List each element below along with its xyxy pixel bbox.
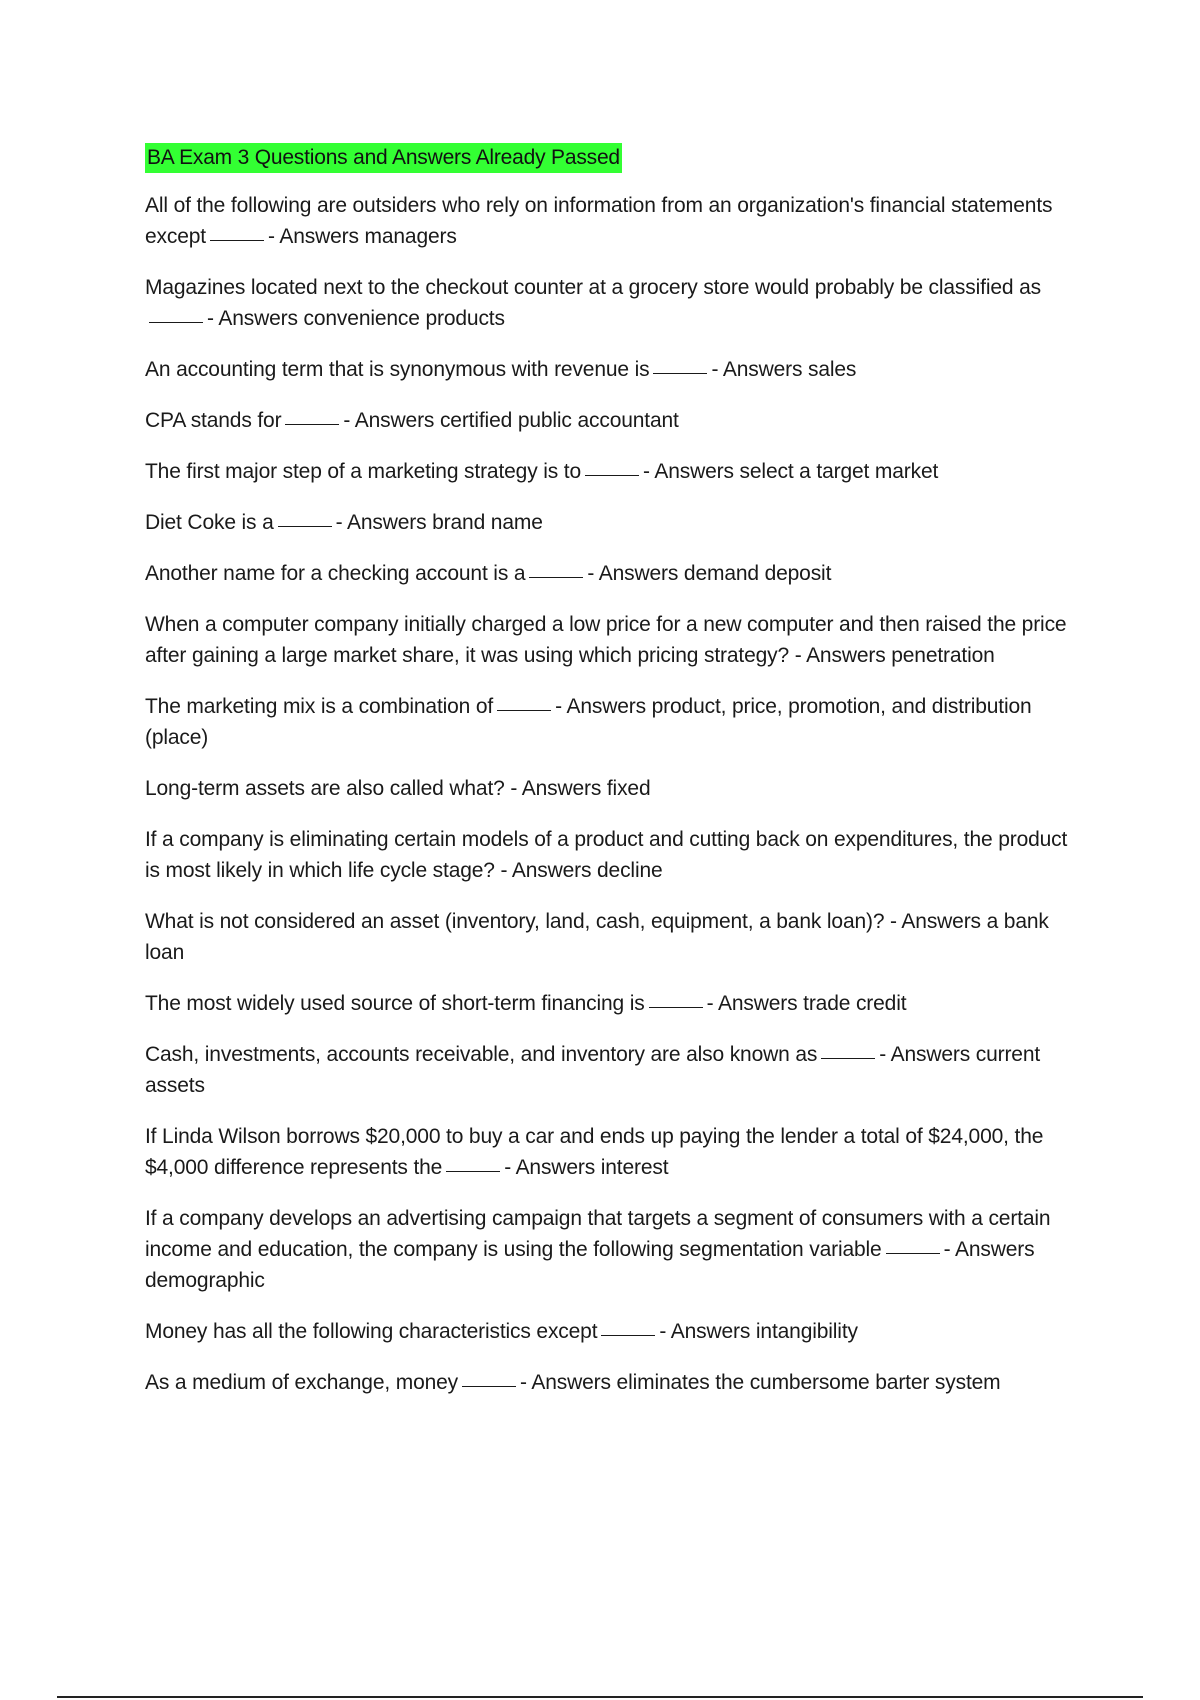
qa-item: [145, 1203, 1085, 1296]
answer-blank: [210, 239, 264, 241]
answer-blank: [601, 1334, 655, 1336]
answer-text: - Answers current assets: [145, 1043, 1041, 1097]
document-title: BA Exam 3 Questions and Answers Already Passed: [145, 143, 622, 173]
question-text: Magazines located next to the checkout counter at a grocery store would probably be classified as: [145, 276, 1041, 299]
document-content: [145, 143, 1085, 1418]
question-text: The marketing mix is a combination of: [145, 695, 494, 718]
answer-blank: [149, 321, 203, 323]
question-text: If a company develops an advertising campaign that targets a segment of consumers with a certain income and education, the company is using the following segmentation variable: [145, 1207, 1051, 1261]
answer-blank: [653, 372, 707, 374]
answer-text: - Answers certified public accountant: [343, 409, 679, 432]
answer-text: - Answers trade credit: [706, 992, 907, 1015]
answer-blank: [649, 1006, 703, 1008]
qa-item: [145, 190, 1085, 252]
question-text: Another name for a checking account is a: [145, 562, 526, 585]
question-text: If a company is eliminating certain models of a product and cutting back on expenditures, the product is most likely in which life cycle stage? - Answers decline: [145, 828, 1068, 882]
answer-text: - Answers product, price, promotion, and distribution (place): [145, 695, 1032, 749]
question-text: Long-term assets are also called what? - Answers fixed: [145, 777, 651, 800]
qa-item: [145, 456, 1085, 487]
answer-text: - Answers select a target market: [643, 460, 939, 483]
qa-item: [145, 691, 1085, 753]
qa-item: [145, 824, 1085, 886]
qa-item: [145, 1316, 1085, 1347]
qa-item: [145, 609, 1085, 671]
footer-divider: [57, 1696, 1143, 1698]
answer-blank: [821, 1057, 875, 1059]
answer-blank: [446, 1170, 500, 1172]
answer-blank: [462, 1385, 516, 1387]
answer-text: - Answers sales: [711, 358, 857, 381]
question-text: Diet Coke is a: [145, 511, 274, 534]
question-text: When a computer company initially charged a low price for a new computer and then raised the price after gaining a large market share, it was using which pricing strategy? - Answers penetration: [145, 613, 1067, 667]
answer-text: - Answers interest: [504, 1156, 669, 1179]
qa-item: [145, 773, 1085, 804]
qa-item: [145, 558, 1085, 589]
answer-blank: [278, 525, 332, 527]
question-text: Money has all the following characteristics except: [145, 1320, 598, 1343]
answer-text: - Answers managers: [267, 225, 457, 248]
question-text: What is not considered an asset (inventory, land, cash, equipment, a bank loan)? - Answers a bank loan: [145, 910, 1049, 964]
answer-blank: [285, 423, 339, 425]
answer-blank: [585, 474, 639, 476]
qa-item: [145, 1367, 1085, 1398]
question-text: As a medium of exchange, money: [145, 1371, 459, 1394]
answer-blank: [886, 1252, 940, 1254]
answer-blank: [497, 709, 551, 711]
question-text: CPA stands for: [145, 409, 282, 432]
question-text: An accounting term that is synonymous with revenue is: [145, 358, 650, 381]
qa-item: [145, 1039, 1085, 1101]
qa-list: [145, 190, 1085, 1398]
question-text: The most widely used source of short-term financing is: [145, 992, 645, 1015]
answer-text: - Answers convenience products: [207, 307, 505, 330]
qa-item: [145, 507, 1085, 538]
answer-text: - Answers demand deposit: [587, 562, 832, 585]
qa-item: [145, 272, 1085, 334]
qa-item: [145, 354, 1085, 385]
qa-item: [145, 988, 1085, 1019]
question-text: Cash, investments, accounts receivable, and inventory are also known as: [145, 1043, 818, 1066]
answer-text: - Answers intangibility: [659, 1320, 858, 1343]
answer-blank: [529, 576, 583, 578]
qa-item: [145, 405, 1085, 436]
question-text: All of the following are outsiders who rely on information from an organization's financial statements except: [145, 194, 1053, 248]
qa-item: [145, 906, 1085, 968]
answer-text: - Answers demographic: [145, 1238, 1035, 1292]
answer-text: - Answers eliminates the cumbersome barter system: [520, 1371, 1001, 1394]
question-text: If Linda Wilson borrows $20,000 to buy a car and ends up paying the lender a total of $24,000, the $4,000 difference represents the: [145, 1125, 1044, 1179]
question-text: The first major step of a marketing strategy is to: [145, 460, 582, 483]
answer-text: - Answers brand name: [335, 511, 543, 534]
qa-item: [145, 1121, 1085, 1183]
